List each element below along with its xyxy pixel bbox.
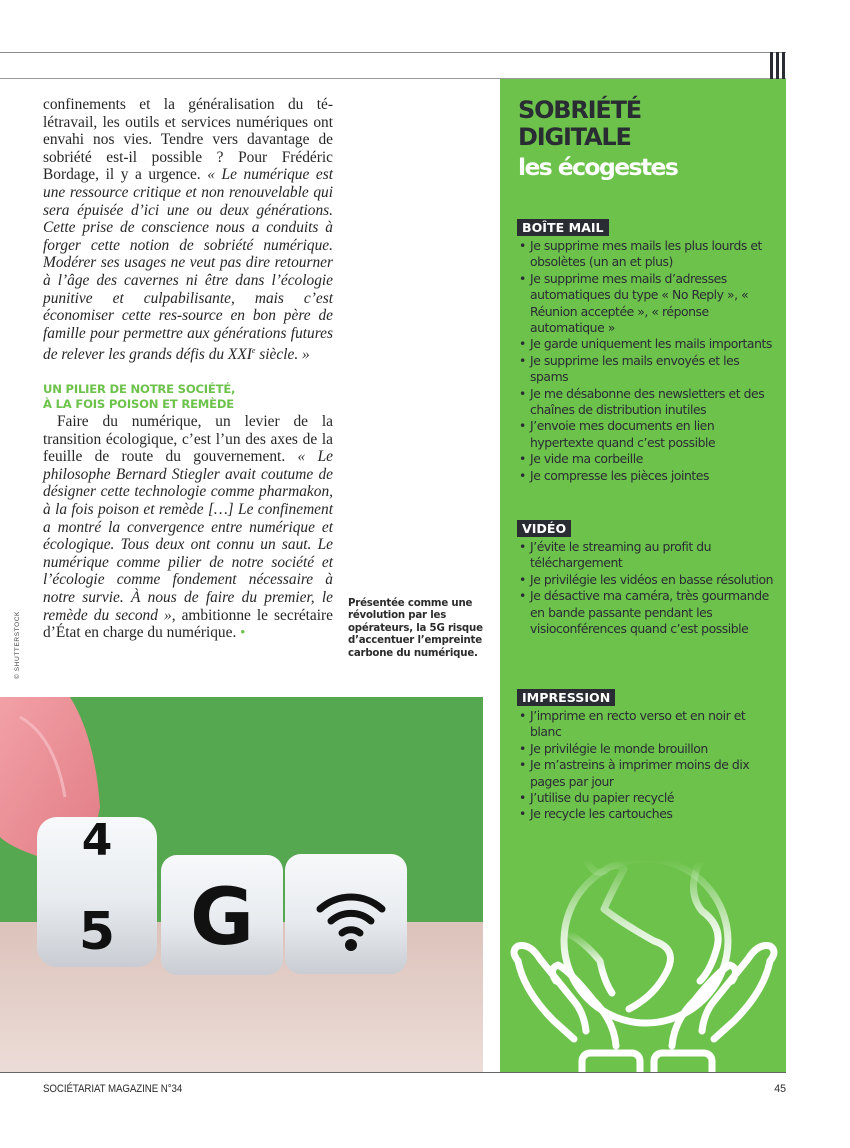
die-g (161, 855, 283, 975)
tip-item: • J’envoie mes documents en lien hypertexte quand c’est possible (517, 418, 779, 451)
top-rule (0, 52, 786, 53)
sidebar-ecogestes (500, 79, 786, 1072)
tip-item: • Je privilégie le monde brouillon (517, 741, 779, 757)
tip-item: • J’utilise du papier recyclé (517, 790, 779, 806)
tip-item: • Je supprime mes mails d’adresses automatiques du type « No Reply », « Réunion acceptée », « réponse automatique » (517, 271, 779, 337)
die-5-label: 5 (78, 902, 116, 962)
sidebar-title: SOBRIÉTÉ DIGITALE (518, 96, 641, 151)
quote-frederic-bordage: « Le numérique est une ressource critique et non renouvelable qui sera épuisée d’ici une ou deux générations. Cette prise de conscience nous a conduits à forger cette notion de sobriété numérique. Modérer ses usages ne veut pas dire retourner à l’âge des cavernes ni être dans l’écologie punitive et culpabilisante, mais c’est économiser cette res-source en bon père de famille pour permettre aux générations futures de relever les grands défis du XXI (43, 166, 333, 364)
tips-list (517, 708, 779, 823)
quote-secretary-of-state: « Le philosophe Bernard Stiegler avait coutume de désigner cette technologie comme pharmakon, à la fois poison et remède […] Le confinement a montré la convergence entre numérique et écologique. Tous deux ont connu un saut. Le numérique comme pilier de notre société et l’écologie comme fondement nécessaire à notre survie. À nous de faire du premier, le remède du second » (43, 448, 333, 624)
article-paragraph-2: Faire du numérique, un levier de la transition écologique, c’est l’un des axes de la feuille de route du gouvernement. « Le philosophe Bernard Stiegler avait coutume de désigner cette technologie comme pharmakon, à la fois poison et remède […] Le confinement a montré la convergence entre numérique et écologique. Tous deux ont connu un saut. Le numérique comme pilier de notre société et l’écologie comme fondement nécessaire à notre survie. À nous de faire du premier, le remède du second », ambitionne le secrétaire d’État en charge du numérique. • (43, 413, 333, 642)
footer-magazine-title: SOCIÉTARIAT MAGAZINE N°34 (43, 1083, 183, 1095)
die-4-label: 4 (81, 815, 113, 866)
die-4-5 (37, 815, 157, 967)
photo-caption: Présentée comme une révolution par les opérateurs, la 5G risque d’accentuer l’empreinte carbone du numérique. (348, 598, 483, 659)
die-g-label: G (189, 873, 255, 963)
tips-list (517, 539, 779, 637)
tip-item: • J’évite le streaming au profit du téléchargement (517, 539, 779, 572)
tip-item: • Je désactive ma caméra, très gourmande en bande passante pendant les visioconférences quand c’est possible (517, 588, 779, 637)
tip-item: • Je privilégie les vidéos en basse résolution (517, 572, 779, 588)
article-subheading: UN PILIER DE NOTRE SOCIÉTÉ, À LA FOIS POISON ET REMÈDE (43, 382, 236, 412)
sidebar-subtitle: les écogestes (518, 153, 678, 181)
footer-rule (0, 1072, 786, 1073)
section-impression (517, 689, 779, 823)
tip-item: • Je supprime mes mails les plus lourds et obsolètes (un an et plus) (517, 238, 779, 271)
left-cuff (582, 1053, 640, 1072)
section-tag: VIDÉO (517, 520, 571, 537)
footer-page-number: 45 (774, 1083, 786, 1095)
section-video (517, 520, 779, 637)
section-tag: IMPRESSION (517, 689, 615, 706)
end-of-article-mark: • (240, 625, 246, 642)
right-cuff (654, 1053, 712, 1072)
dice-illustration (0, 697, 483, 1072)
tip-item: • Je supprime les mails envoyés et les spams (517, 353, 779, 386)
tip-item: • Je compresse les pièces jointes (517, 468, 779, 484)
article-paragraph-1: confinements et la généralisation du té-létravail, les outils et services numériques ont envahi nos vies. Tendre vers davantage de sobriété est-il possible ? Pour Frédéric Bordage, il y a urgence. « Le numérique est une ressource critique et non renouvelable qui sera épuisée d’ici une ou deux générations. Cette prise de conscience nous a conduits à forger cette notion de sobriété numérique. Modérer ses usages ne veut pas dire retourner à l’âge des cavernes ni être dans l’écologie punitive et culpabilisante, mais c’est économiser cette res-source en bon père de famille pour permettre aux générations futures de relever les grands défis du XXIe siècle. » (43, 96, 333, 364)
photo-credit: © SHUTTERSTOCK (14, 611, 21, 679)
tip-item: • J’imprime en recto verso et en noir et blanc (517, 708, 779, 741)
tip-item: • Je me désabonne des newsletters et des chaînes de distribution inutiles (517, 386, 779, 419)
die-wifi (285, 854, 407, 974)
tips-list (517, 238, 779, 484)
tip-item: • Je vide ma corbeille (517, 451, 779, 467)
hands-holding-globe-icon (504, 831, 784, 1072)
tip-item: • Je garde uniquement les mails importants (517, 336, 779, 352)
tip-item: • Je m’astreins à imprimer moins de dix pages par jour (517, 757, 779, 790)
article-body (43, 96, 333, 643)
section-boite-mail (517, 219, 779, 484)
tip-item: • Je recycle les cartouches (517, 806, 779, 822)
section-tag: BOÎTE MAIL (517, 219, 609, 236)
photo-5g-dice (0, 697, 483, 1072)
section-marker-bars (770, 52, 786, 79)
